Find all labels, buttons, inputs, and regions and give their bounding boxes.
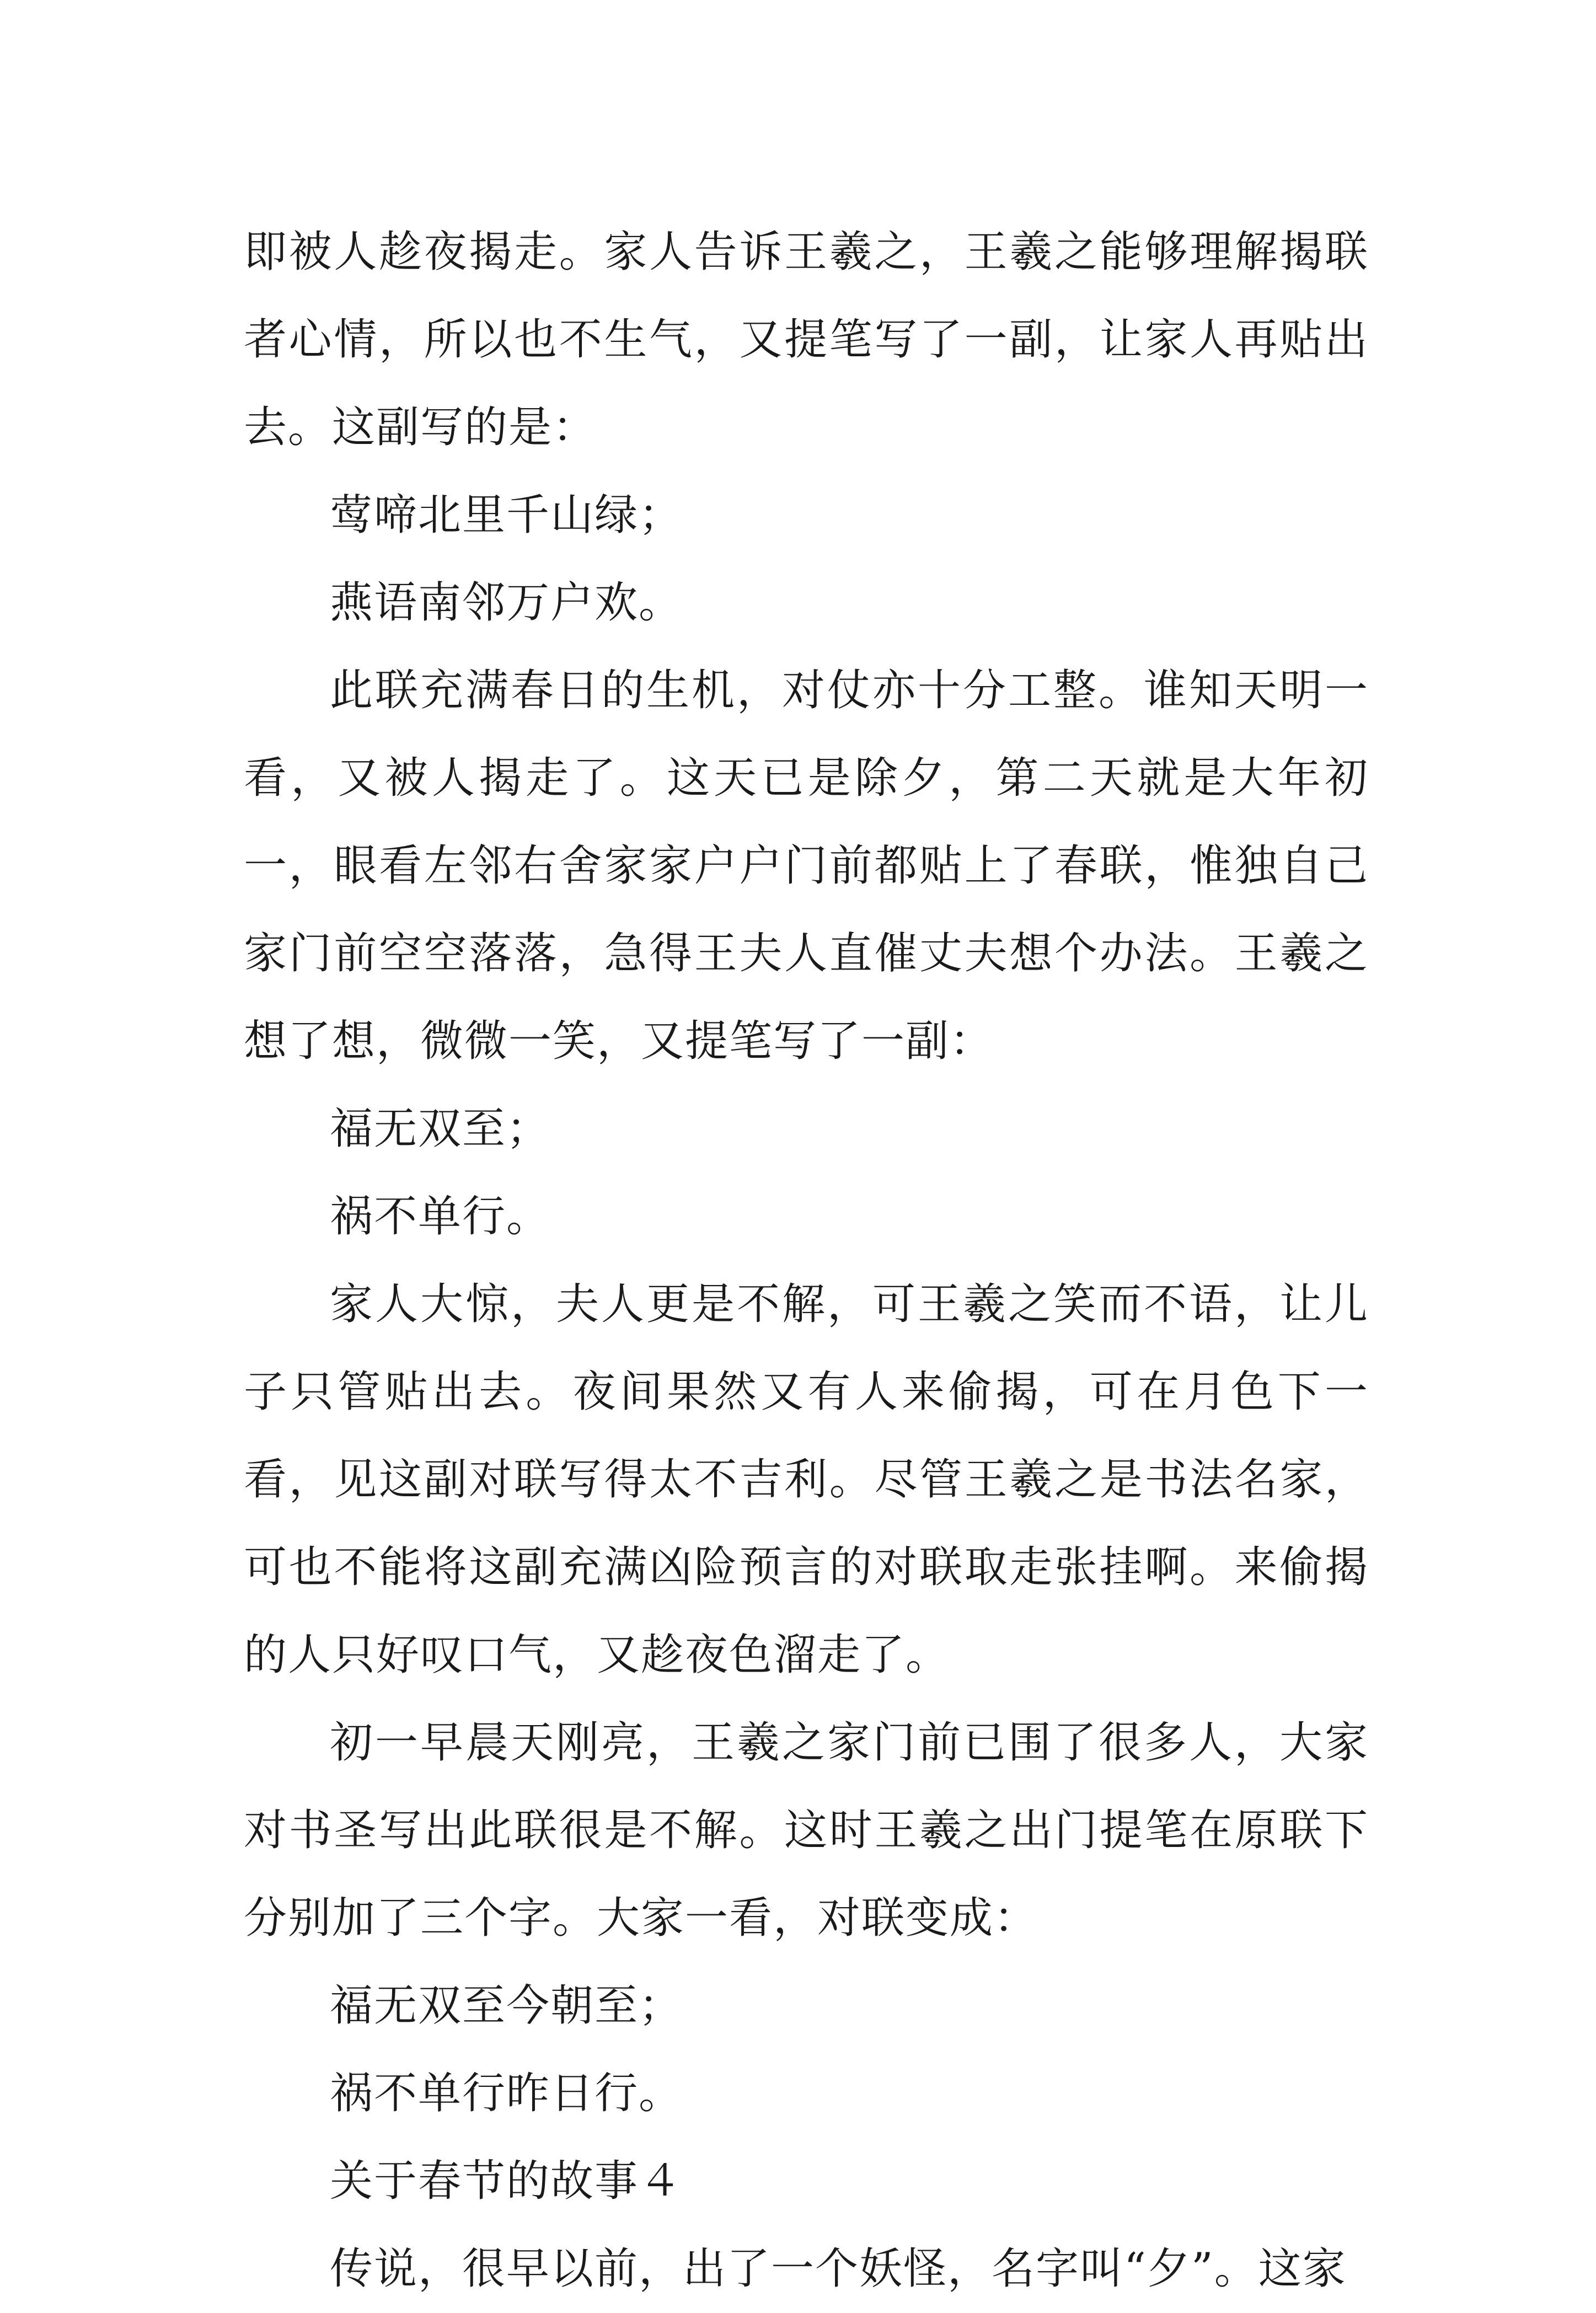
couplet-line: 福无双至；: [330, 1104, 551, 1154]
couplet-line: 祸不单行。: [330, 1192, 551, 1241]
couplet-line: 莺啼北里千山绿；: [330, 490, 683, 540]
paragraph: 家人大惊，夫人更是不解，可王羲之笑而不语，让儿子只管贴出去。夜间果然又有人来偷揭，可在月色下一看，见这副对联写得太不吉利。尽管王羲之是书法名家，可也不能将这副充满凶险预言的对联取走张挂啊。来偷揭的人只好叹口气，又趁夜色溜走了。: [244, 1279, 1369, 1680]
document-body: [244, 208, 1369, 2313]
couplet-line: 祸不单行昨日行。: [330, 2069, 683, 2118]
paragraph: 初一早晨天刚亮，王羲之家门前已围了很多人，大家对书圣写出此联很是不解。这时王羲之出门提笔在原联下分别加了三个字。大家一看，对联变成：: [244, 1718, 1369, 1943]
couplet-line: 燕语南邻万户欢。: [330, 578, 683, 628]
paragraph: 此联充满春日的生机，对仗亦十分工整。谁知天明一看，又被人揭走了。这天已是除夕，第二天就是大年初一，眼看左邻右舍家家户户门前都贴上了春联，惟独自己家门前空空落落，急得王夫人直催丈夫想个办法。王羲之想了想，微微一笑，又提笔写了一副：: [244, 666, 1369, 1066]
paragraph: 传说，很早以前，出了一个妖怪，名字叫“夕”。这家: [330, 2244, 1347, 2294]
paragraph: 即被人趁夜揭走。家人告诉王羲之，王羲之能够理解揭联者心情，所以也不生气，又提笔写了一副，让家人再贴出去。这副写的是：: [244, 227, 1369, 452]
section-heading: 关于春节的故事４: [330, 2156, 683, 2206]
couplet-line: 福无双至今朝至；: [330, 1981, 683, 2031]
